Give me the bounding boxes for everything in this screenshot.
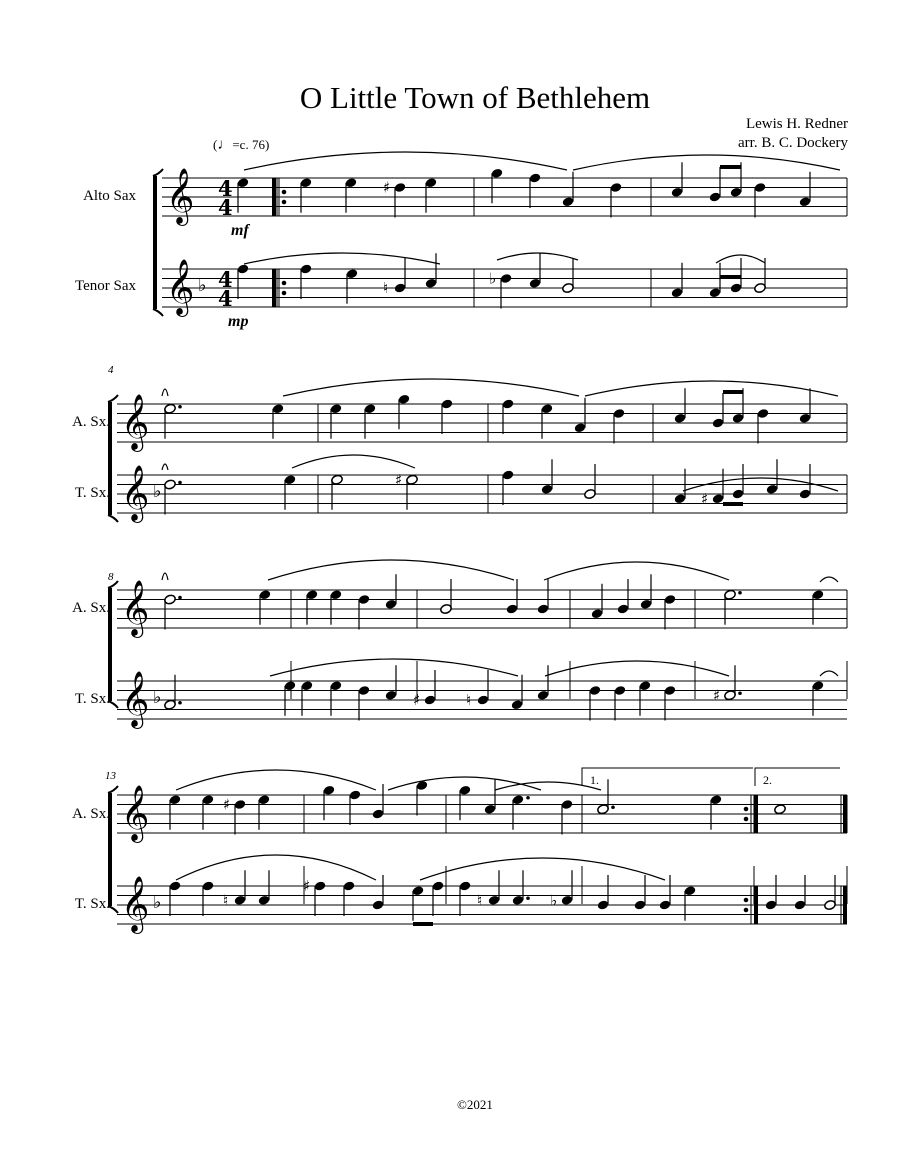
- treble-clef-icon: 𝄞: [121, 465, 150, 521]
- sharp-icon: ♯: [223, 795, 231, 814]
- time-signature-upper: 4: [218, 176, 233, 201]
- instrument-label-tenor-system-2: T. Sx.: [74, 485, 110, 501]
- repeat-dot: [744, 898, 748, 902]
- measure-number-4: 4: [108, 364, 114, 376]
- time-signature-lower: 4: [218, 195, 233, 220]
- first-ending-label: 1.: [590, 773, 599, 787]
- bracket-cap: [108, 395, 118, 402]
- slur: [292, 455, 415, 468]
- tempo-open-paren: (: [213, 137, 218, 152]
- bracket-cap: [108, 906, 118, 913]
- treble-clef-icon: 𝄞: [121, 580, 150, 636]
- sharp-icon: ♯: [303, 877, 311, 895]
- tempo-close-paren: ): [264, 137, 270, 152]
- flat-icon: ♭: [198, 275, 207, 296]
- bracket-cap: [108, 701, 118, 708]
- slur: [176, 855, 376, 880]
- instrument-label-alto: Alto Sax: [83, 188, 136, 204]
- slur: [495, 782, 601, 790]
- slur: [585, 381, 838, 396]
- tempo-value: =c. 76: [232, 137, 265, 152]
- treble-clef-icon: 𝄞: [121, 785, 150, 841]
- slur: [544, 562, 729, 580]
- flat-icon: ♭: [550, 891, 558, 910]
- instrument-label-alto-system-3: A. Sx.: [72, 600, 110, 616]
- augmentation-dot: [178, 701, 182, 705]
- repeat-dot: [282, 281, 286, 285]
- bracket-cap: [108, 786, 118, 793]
- slur: [244, 152, 567, 170]
- composer-credit: Lewis H. Redner: [745, 116, 848, 132]
- repeat-dot: [744, 807, 748, 811]
- slur: [162, 573, 168, 580]
- bracket-cap: [153, 309, 163, 316]
- treble-clef-icon: 𝄞: [166, 259, 195, 315]
- flat-icon: ♭: [153, 687, 162, 708]
- page-title: O Little Town of Bethlehem: [299, 80, 651, 115]
- repeat-dot: [282, 291, 286, 295]
- bracket-cap: [108, 581, 118, 588]
- sharp-icon: ♯: [383, 178, 391, 197]
- augmentation-dot: [526, 896, 530, 900]
- flat-icon: ♭: [153, 892, 162, 913]
- slur: [268, 560, 514, 580]
- treble-clef-icon: 𝄞: [121, 394, 150, 450]
- augmentation-dot: [738, 691, 742, 695]
- slur: [283, 379, 579, 396]
- augmentation-dot: [178, 596, 182, 600]
- instrument-label-tenor-system-4: T. Sx.: [74, 896, 110, 912]
- bracket-cap: [153, 169, 163, 176]
- augmentation-dot: [178, 481, 182, 485]
- sharp-icon: ♯: [413, 691, 421, 709]
- music-glyphs: [121, 168, 233, 934]
- treble-clef-icon: 𝄞: [166, 168, 195, 224]
- notes: [164, 162, 837, 924]
- notehead: [774, 804, 787, 815]
- slur: [820, 577, 838, 582]
- dynamic-alto: mf: [231, 222, 249, 239]
- slur: [244, 253, 440, 264]
- augmentation-dot: [738, 591, 742, 595]
- augmentation-dot: [178, 405, 182, 409]
- slur: [820, 671, 838, 676]
- flat-icon: ♭: [489, 269, 497, 288]
- time-signature-upper: 4: [218, 267, 233, 292]
- copyright-notice: ©2021: [457, 1097, 493, 1112]
- sharp-icon: ♯: [395, 470, 403, 489]
- measure-number-8: 8: [108, 571, 114, 583]
- slur: [573, 155, 840, 170]
- instrument-label-alto-system-4: A. Sx.: [72, 806, 110, 822]
- repeat-dot: [282, 200, 286, 204]
- repeat-dot: [744, 908, 748, 912]
- treble-clef-icon: 𝄞: [121, 876, 150, 932]
- sharp-icon: ♯: [701, 489, 709, 508]
- slur: [545, 661, 729, 676]
- second-ending-bracket: [755, 768, 840, 786]
- time-signature-lower: 4: [218, 286, 233, 311]
- augmentation-dot: [611, 805, 615, 809]
- slur: [270, 659, 518, 676]
- instrument-label-alto-system-2: A. Sx.: [72, 414, 110, 430]
- treble-clef-icon: 𝄞: [121, 671, 150, 727]
- quarter-note-icon: ♩: [217, 137, 233, 153]
- slur: [162, 464, 168, 470]
- measure-number-13: 13: [105, 770, 116, 782]
- natural-icon: ♮: [466, 691, 472, 709]
- natural-icon: ♮: [383, 279, 389, 297]
- augmentation-dot: [526, 796, 530, 800]
- natural-icon: ♮: [477, 891, 483, 910]
- slurs: [162, 152, 840, 880]
- repeat-dot: [744, 817, 748, 821]
- instrument-label-tenor-system-3: T. Sx.: [74, 691, 110, 707]
- bracket-cap: [108, 515, 118, 522]
- repeat-dot: [282, 190, 286, 194]
- instrument-label-tenor: Tenor Sax: [74, 278, 136, 294]
- slur: [176, 770, 376, 790]
- natural-icon: ♮: [223, 891, 229, 910]
- second-ending-label: 2.: [763, 773, 772, 787]
- flat-icon: ♭: [153, 481, 162, 502]
- slur: [162, 389, 168, 396]
- arranger-credit: arr. B. C. Dockery: [738, 135, 848, 151]
- slur: [420, 858, 665, 880]
- sharp-icon: ♯: [713, 686, 721, 705]
- dynamic-tenor: mp: [228, 313, 249, 330]
- slur: [497, 253, 578, 260]
